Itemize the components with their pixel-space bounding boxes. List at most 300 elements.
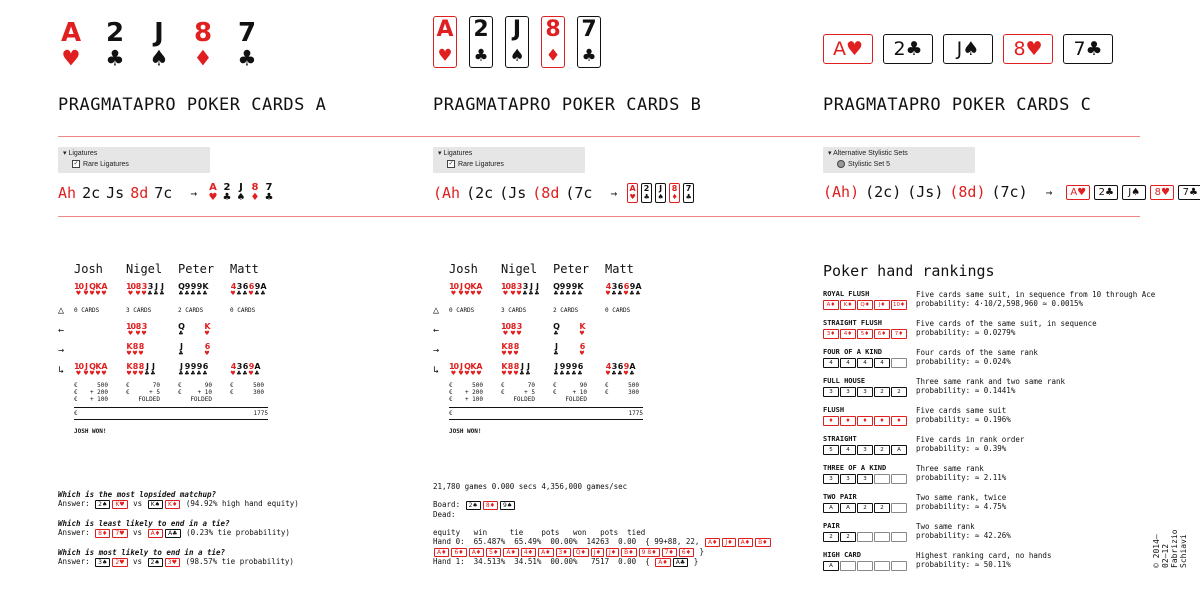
ranking-left [823,348,916,377]
ranking-row [823,406,1155,435]
card-suit-icon: ♦ [671,193,678,202]
ranking-left [823,493,916,522]
ranking-row [823,290,1155,319]
bet-cell [126,389,178,396]
card-rank: Q [178,322,184,331]
vs-text: vs [128,557,147,566]
card-suit-icon: ♥ [513,370,519,377]
card-rank: 9 [571,282,577,291]
hand-cell [178,283,230,297]
ranking-probability: probability: ≈ 4.75% [916,502,1007,511]
currency: € [230,382,234,389]
card-rank: 2 [105,18,125,48]
card-rank: K [126,342,132,351]
card-rank: J [512,17,522,42]
card-suit-icon: ♥ [208,192,218,203]
card-suit-icon: ♣ [178,350,184,357]
hand-cards [204,323,210,337]
mini-card [629,363,635,377]
answer-label: Answer: [58,528,95,537]
card-suit-icon: ♥ [513,350,519,357]
card-rank: K [470,362,476,371]
playing-card-inline: A♥ [823,34,873,64]
hero-cards-c [823,34,1113,64]
card-suit-icon: ♣ [264,192,274,203]
ranking-card: 2 [874,445,890,455]
bet-value: 70 [527,382,535,389]
bet-cell [553,382,605,389]
pot-value: 1775 [253,410,268,417]
card-suit-icon: ♥ [458,370,464,377]
hand-cell [553,343,605,357]
ranking-description: Five cards in rank order [916,435,1025,444]
card-rank: 4 [605,362,611,371]
ranking-card [891,358,907,368]
card-rank: 6 [579,342,585,351]
card-rank: 9 [565,282,571,291]
card-suit-icon: ♣ [196,290,202,297]
mini-card [501,323,510,337]
card-rank: Q [89,362,95,371]
ranking-probability: probability: ≈ 0.1441% [916,386,1016,395]
card-rank: J [180,342,182,351]
bet-value: 300 [253,389,264,396]
ranking-card: ♦ [823,416,839,426]
card-suit-icon: ♣ [559,290,565,297]
radio-icon[interactable] [837,160,845,168]
hand-cell: 3 CARDS [126,306,152,314]
bet-cell [230,396,282,403]
mini-card [263,183,275,203]
ranking-card [840,561,856,571]
mini-card [178,323,184,337]
vs-text: vs [128,528,147,537]
hand-cell [553,363,605,377]
ranking-card: A♦ [823,300,839,310]
card-suit-icon: ♠ [236,192,246,203]
card-suit-icon: ♦ [250,192,260,203]
playing-card [236,20,258,72]
hand-cards [579,343,585,357]
starting-hands [74,280,282,300]
card-suit-icon: ♣ [222,192,232,203]
spacer [433,491,793,500]
bet-value: + 100 [89,396,108,403]
card-rank: K [204,322,210,331]
answer-label: Answer: [58,499,95,508]
currency: € [449,382,453,389]
card-suit-icon: ♣ [474,43,488,67]
bet-cell [230,382,282,389]
game-row [58,320,282,340]
card-suit-icon: ♥ [127,290,134,297]
card-suit-icon: ♥ [470,290,476,297]
ligatures-panel-a: ▾ Ligatures ✓ Rare Ligatures [58,147,210,173]
demo-token: (2c [466,184,494,202]
card-suit-icon: ♣ [202,370,208,377]
card-suit-icon: ♥ [501,350,507,357]
card-rank: A [476,362,482,371]
ranking-name: FULL HOUSE [823,377,866,385]
hand-cell [553,283,605,297]
card-rank: K [579,322,585,331]
hand-cell [74,283,126,297]
card-suit-icon: ♣ [611,290,617,297]
mini-card [202,363,208,377]
inline-card: 2♥ [112,558,127,567]
player-names [449,262,657,276]
bet-cell [178,396,230,403]
card-rank: 9 [623,362,629,371]
rule-top [58,136,1140,137]
card-suit-icon: ♠ [510,43,524,67]
currency: € [178,382,182,389]
card-rank: J [555,362,557,371]
ranking-probability: probability: ≈ 0.196% [916,415,1011,424]
currency [501,396,513,403]
currency: € [501,382,505,389]
card-rank: J [180,362,182,371]
playing-card-inline: 2♣ [883,34,933,64]
ranking-desc [916,464,1006,493]
question: Which is the most lopsided matchup? [58,490,217,499]
card-rank: 4 [230,362,236,371]
card-rank: 8 [507,342,513,351]
ranking-probability: probability: ≈ 2.11% [916,473,1007,482]
hand-cell [449,363,501,377]
card-suit-icon: ♥ [75,290,82,297]
card-suit-icon: ♥ [464,290,470,297]
hand-cards [126,343,144,357]
hand-cards [230,283,266,297]
hand-cell [126,283,178,297]
demo-line-c [823,183,1200,201]
bet-cell [449,396,501,403]
card-rank: 8 [510,322,516,331]
bet-value: 90 [204,382,212,389]
inline-card: 7♦ [662,548,677,557]
ranking-left [823,551,916,580]
card-rank: J [85,362,87,371]
currency [230,396,242,403]
inline-card: A♦ [434,548,449,557]
checkbox-icon[interactable]: ✓ [73,161,79,167]
card-rank: 6 [623,282,629,291]
ranking-card: 4 [840,445,856,455]
card-rank: 10 [448,362,459,371]
starting-hands [449,280,657,300]
currency: € [74,396,78,403]
card-rank: Q [553,322,559,331]
card-suit-icon: ♥ [510,290,516,297]
pot-label: € [449,410,453,417]
answer-label: Answer: [58,557,95,566]
pot-label: € [74,410,78,417]
mini-card [476,363,482,377]
card-rank: 3 [236,282,242,291]
card-rank: A [476,282,482,291]
card-suit-icon: ♣ [582,43,596,67]
game-row [433,300,657,320]
ranking-description: Three same rank and two same rank [916,377,1066,386]
hand-cell: 0 CARDS [74,306,100,314]
inline-card: A♣ [165,529,180,538]
ranking-desc [916,493,1006,522]
ranking-row [823,551,1155,580]
inline-card: J♦ [606,548,619,557]
arrow-icon: → [610,186,618,200]
card-rank: J [161,282,163,291]
playing-card-inline: J♠ [943,34,993,64]
mini-card: J♠ [1122,185,1146,200]
mini-card [579,343,585,357]
hand-cell: 2 CARDS [178,306,204,314]
hand-cell [230,283,282,297]
rankings-list [823,290,1155,580]
ranking-description: Five cards of the same suit, in sequence [916,319,1097,328]
card-rank: 3 [611,282,617,291]
card-rank: 7 [685,183,692,193]
demo-token: 8d [130,184,149,202]
game-table-a [58,262,282,435]
card-suit-icon: ♥ [126,350,132,357]
mini-card [235,183,247,203]
card-rank: Q [89,282,95,291]
hand-cell: 2 CARDS [553,306,579,314]
bet-cell [605,396,657,403]
hand-cell [230,363,282,377]
card-rank: 3 [516,322,522,331]
ranking-card [891,532,907,542]
mini-card [204,323,210,337]
card-suit-icon: ♥ [507,370,513,377]
panel-header: Ligatures [68,150,98,157]
card-rank: 9 [196,282,202,291]
inline-card: A♦ [705,538,720,547]
card-rank: A [436,17,454,42]
arrow-icon: → [190,186,197,200]
ranking-name: STRAIGHT FLUSH [823,319,883,327]
card-rank: 6 [248,282,254,291]
bet-value: + 100 [464,396,483,403]
mini-card [150,363,156,377]
mini-card [669,183,680,203]
card-suit-icon: ♥ [502,330,509,337]
equity-header: equity win tie pots won pots tied [433,528,646,537]
ranking-card: A [823,561,839,571]
ranking-probability: probability: 4·10/2,598,960 ≈ 0.0015% [916,299,1084,308]
hand-cell [553,323,605,337]
hand-cell [178,343,230,357]
demo-token: 2c [82,184,101,202]
demo-token: (8d [532,184,560,202]
hand-cards [178,363,208,377]
ranking-card: 3 [857,387,873,397]
playing-card [104,20,126,72]
hand-cards [178,283,208,297]
hand-cell [501,343,553,357]
game-row [58,360,282,380]
mini-card [74,283,83,297]
ranking-name: PAIR [823,522,840,530]
card-rank: K [577,282,583,291]
card-rank: 10 [125,322,136,331]
card-rank: 6 [204,342,210,351]
ranking-name: ROYAL FLUSH [823,290,870,298]
bet-row [74,382,282,389]
card-suit-icon: ♣ [239,44,255,74]
mini-card [159,283,165,297]
bet-value: + 10 [572,389,587,396]
ranking-cards [823,445,916,455]
vs-text: vs [128,499,147,508]
playing-card-inline: 7♣ [1063,34,1113,64]
card-rank: 3 [611,362,617,371]
card-suit-icon: ♥ [230,290,236,297]
player-name: Nigel [126,262,163,276]
card-rank: 8 [135,282,141,291]
ranking-desc [916,290,1155,319]
inline-card: 2♠ [148,558,163,567]
card-suit-icon: ♥ [95,290,101,297]
card-suit-icon: ♥ [605,370,611,377]
pot-row [74,407,268,420]
card-rank: 8 [507,362,513,371]
card-rank: 9 [559,362,565,371]
ranking-cards [823,358,916,368]
bet-value: + 10 [197,389,212,396]
card-rank: J [152,362,154,371]
card-suit-icon: ♣ [577,290,583,297]
card-rank: J [239,182,243,193]
playing-card-boxed [577,16,601,68]
ranking-cards [823,503,916,513]
playing-card-boxed [505,16,529,68]
card-rank: 8 [138,362,144,371]
inline-card: B♦ [755,538,771,547]
ranking-card: 4♦ [840,329,856,339]
demo-token: (2c) [865,183,902,201]
answer [58,499,299,509]
mini-card [553,343,559,357]
ranking-name: TWO PAIR [823,493,857,501]
ranking-card: 10♦ [891,300,907,310]
mini-card [138,343,144,357]
card-rank: 3 [522,282,528,291]
hand-cell [178,363,230,377]
card-rank: 10 [73,282,84,291]
currency: € [605,382,609,389]
checkbox-icon[interactable]: ✓ [448,161,454,167]
mini-card [126,283,135,297]
card-suit-icon: ♣ [178,290,184,297]
ranking-card [891,561,907,571]
card-suit-icon: ♣ [107,44,123,74]
card-rank: A [260,282,266,291]
title-c: PRAGMATAPRO POKER CARDS C [823,95,1092,115]
card-suit-icon: ♣ [190,370,196,377]
mini-card [207,183,219,203]
card-rank: J [530,282,532,291]
player-name: Peter [553,262,590,276]
card-suit-icon: ♥ [204,350,210,357]
card-rank: J [460,362,462,371]
mini-card: 2♣ [1094,185,1118,200]
mini-card [101,363,107,377]
ranking-desc [916,406,1011,435]
card-suit-icon: ♥ [516,290,522,297]
bet-cell [178,389,230,396]
ranking-card: A [823,503,839,513]
bet-value: 70 [152,382,160,389]
card-suit-icon: ♣ [553,350,559,357]
bet-value: + 200 [89,389,108,396]
mini-card [126,323,135,337]
ranking-probability: probability: ≈ 50.11% [916,560,1011,569]
ranking-cards [823,300,916,310]
card-rank: 8 [545,17,561,42]
ranking-desc [916,522,1011,551]
card-suit-icon: ♥ [476,370,482,377]
mini-card [577,283,583,297]
currency: € [501,389,505,396]
card-suit-icon: ♥ [89,370,95,377]
ranking-card [891,503,907,513]
card-suit-icon: ♣ [635,290,641,297]
ranking-card [857,561,873,571]
ranking-description: Two same rank [916,522,975,531]
ranking-row [823,377,1155,406]
hand-cards [74,283,107,297]
answer [58,557,299,567]
card-rank: 2 [473,17,489,42]
card-suit-icon: ♣ [260,290,266,297]
card-suit-icon: ♣ [236,370,242,377]
card-suit-icon: ♥ [579,330,585,337]
ranking-row [823,464,1155,493]
currency: € [126,382,130,389]
demo-token: Ah [58,184,77,202]
inline-card: 9 8♦ [639,548,660,557]
ranking-card: ♦ [891,416,907,426]
currency [553,396,565,403]
ranking-card: 6♦ [874,329,890,339]
bet-cell [126,382,178,389]
game-row [433,340,657,360]
card-suit-icon: ♥ [126,370,132,377]
playing-card [60,20,82,72]
hand-cards [501,363,531,377]
mini-card [249,183,261,203]
card-suit-icon: ♥ [510,330,516,337]
ranking-description: Highest ranking card, no hands [916,551,1052,560]
ranking-name: STRAIGHT [823,435,857,443]
dead-line: Dead: [433,510,456,519]
card-suit-icon: ♣ [565,290,571,297]
card-suit-icon: ♥ [623,370,629,377]
ranking-row [823,348,1155,377]
demo-token: Js [106,184,125,202]
ranking-probability: probability: ≈ 42.26% [916,531,1011,540]
card-suit-icon: ♣ [522,290,528,297]
card-suit-icon: ♥ [204,330,210,337]
ranking-card: 2 [874,387,890,397]
card-suit-icon: ♥ [450,370,457,377]
card-rank: Q [553,282,559,291]
demo-token: 7c [154,184,173,202]
row-icon: ↳ [433,364,440,376]
card-suit-icon: ♣ [178,370,184,377]
